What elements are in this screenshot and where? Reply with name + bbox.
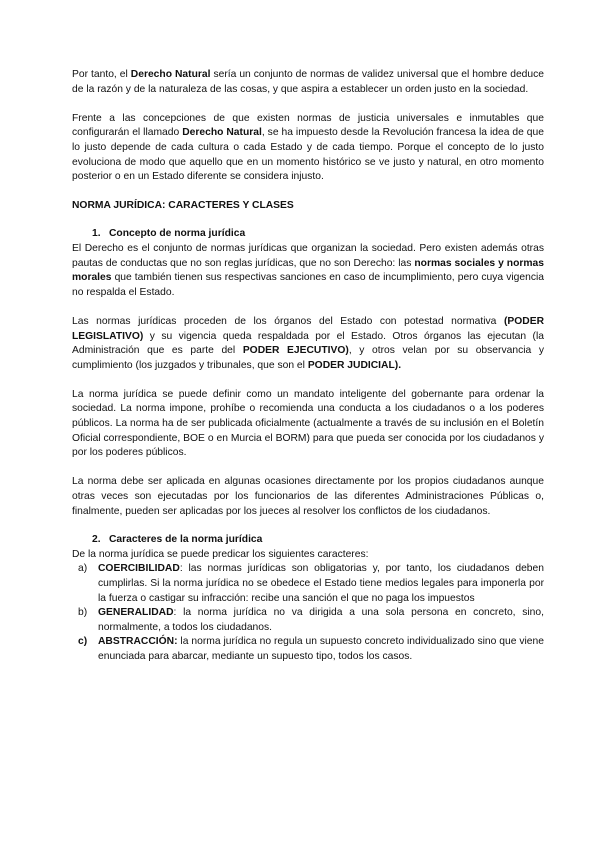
bold-term: GENERALIDAD (98, 607, 174, 619)
subsection-label: Caracteres de la norma jurídica (109, 534, 263, 546)
paragraph-derecho-definicion: El Derecho es el conjunto de normas jurídicas que organizan la sociedad. Pero existen además otras pautas de conductas que no son reglas jurídicas, que no son Derecho: las normas sociales y normas morales que también tienen sus respectivas sanciones en caso de incumplimiento, pero cuya vigencia no respalda el Estado. (72, 242, 544, 298)
subsection-label: Concepto de norma jurídica (109, 228, 246, 240)
paragraph-concepciones: Frente a las concepciones de que existen normas de justicia universales e inmutables que configurarán el llamado Derecho Natural, se ha impuesto desde la Revolución francesa la idea de que lo justo depende de cada cultura o cada Estado y de cada tiempo. Porque el concepto de lo justo evoluciona de modo que aquello que en un momento histórico se ve justo y natural, en otro momento posterior o en un Estado diferente se considera injusto. (72, 112, 544, 183)
subsection-number: 1. (92, 228, 101, 240)
characters-list (72, 562, 544, 664)
bold-term: Derecho Natural (130, 69, 211, 80)
subsection-title-caracteres (72, 533, 544, 548)
paragraph-intro-caracteres: De la norma jurídica se puede predicar los siguientes caracteres: (72, 548, 369, 560)
bold-term: ABSTRACCIÓN: (98, 636, 178, 648)
subsection-number: 2. (92, 534, 101, 546)
list-item: a) COERCIBILIDAD: las normas jurídicas son obligatorias y, por tanto, los ciudadanos deben cumplirlas. Si la norma jurídica no se obedece el Estado tiene medios legales para imponerla por la fuerza o castigar su infracción: recibe una sanción el que no paga los impuestos (78, 563, 544, 604)
list-item: b) GENERALIDAD: la norma jurídica no va dirigida a una sola persona en concreto, sino, normalmente, a todos los ciudadanos. (78, 607, 544, 633)
list-marker: a) (78, 563, 88, 575)
bold-term: COERCIBILIDAD (98, 563, 180, 575)
bold-term: PODER EJECUTIVO) (242, 345, 349, 357)
paragraph-poderes: Las normas jurídicas proceden de los órganos del Estado con potestad normativa (PODER LEGISLATIVO) y su vigencia queda respaldada por el Estado. Otros órganos las ejecutan (la Administración que es parte del PODER EJECUTIVO), y otros velan por su observancia y cumplimiento (los juzgados y tribunales, que son el PODER JUDICIAL). (72, 315, 544, 371)
bold-term: PODER JUDICIAL). (307, 359, 402, 371)
bold-term: Derecho Natural (182, 127, 262, 139)
section-title: NORMA JURÍDICA: CARACTERES Y CLASES (72, 199, 294, 211)
list-item: c) ABSTRACCIÓN: la norma jurídica no regula un supuesto concreto individualizado sino que viene enunciada para abarcar, mediante un supuesto tipo, todos los casos. (78, 636, 544, 662)
paragraph-derecho-natural: Por tanto, el Derecho Natural sería un conjunto de normas de validez universal que el hombre deduce de la razón y de la naturaleza de las cosas, y que aspira a establecer un orden justo en la sociedad. (72, 69, 544, 95)
bold-term: (PODER LEGISLATIVO) (72, 315, 544, 342)
paragraph-mandato: La norma jurídica se puede definir como un mandato inteligente del gobernante para ordenar la sociedad. La norma impone, prohíbe o recomienda una conducta a los ciudadanos o a los poderes públicos. La norma ha de ser publicada oficialmente (actualmente a través de su inclusión en el Boletín Oficial correspondiente, BOE o en Murcia el BORM) para que pueda ser conocida por los ciudadanos y por los poderes públicos. (72, 388, 544, 459)
list-marker: b) (78, 607, 88, 619)
bold-term: normas sociales y normas morales (72, 257, 544, 284)
subsection-title-concepto (72, 227, 544, 242)
list-marker: c) (78, 636, 88, 648)
paragraph-aplicacion: La norma debe ser aplicada en algunas ocasiones directamente por los propios ciudadanos aunque otras veces son ejecutadas por los funcionarios de las diferentes Administraciones Públicas o, finalmente, pueden ser aplicadas por los jueces al resolver los conflictos de los ciudadanos. (72, 476, 544, 517)
